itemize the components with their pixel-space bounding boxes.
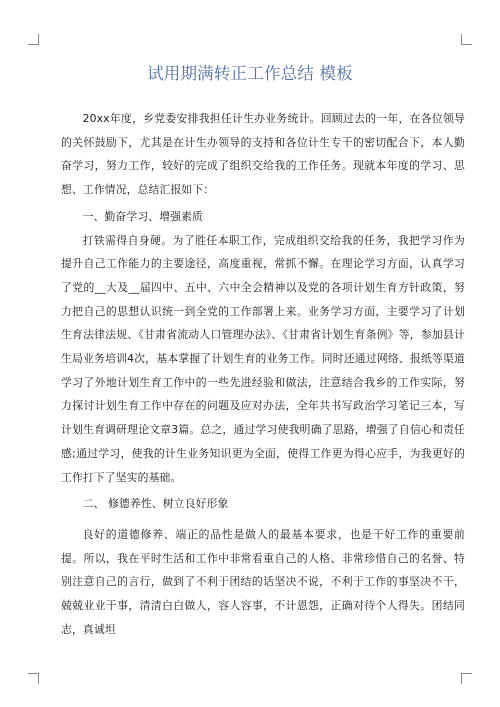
section-heading-study: 一、勤奋学习、增强素质 xyxy=(82,209,204,223)
study-paragraph: 打铁需得自身硬。为了胜任本职工作，完成组织交给我的任务，我把学习作为提升自己工作能力的主要途径，高度重视，常抓不懈。在理论学习方面，认真学习了党的__大及__届四中、五中、六中全会精神以及党的各项计划生育方针政策，努力把自己的思想认识统一到全党的工作部署上来。业务学习方面，主要学习了计划生育法律法规、《甘肃省流动人口管理办法》、《甘肃省计划生育条例》等，参加县计生局业务培训4次，基本掌握了计划生育的业务工作。同时还通过网络、报纸等渠道学习了外地计划生育工作中的一些先进经验和做法，注意结合我乡的工作实际，努力探讨计划生育工作中存在的问题及应对办法，全年共书写政治学习笔记三本，写计划生育调研理论文章3篇。总之，通过学习使我明确了思路，增强了自信心和责任感;通过学习，使我的计生业务知识更为全面，使得工作更为得心应手，为我更好的工作打下了坚实的基础。 xyxy=(61,233,465,484)
document-body xyxy=(61,107,465,641)
crop-mark-top-right xyxy=(461,34,472,45)
crop-mark-bottom-left xyxy=(28,673,39,684)
morality-paragraph: 良好的道德修养、端正的品性是做人的最基本要求，也是干好工作的重要前提。所以，我在平时生活和工作中非常看重自己的人格、非常珍惜自己的名誉、特别注意自己的言行，做到了不利于团结的话坚决不说，不利于工作的事坚决不干，兢兢业业干事，清清白白做人，容人容事，不计恩怨，正确对待个人得失。团结同志，真诚坦 xyxy=(61,527,465,636)
intro-paragraph: 20xx年度，乡党委安排我担任计生办业务统计。回顾过去的一年，在各位领导的关怀鼓励下，尤其是在计生办领导的支持和各位计生专干的密切配合下，本人勤奋学习，努力工作，较好的完成了组织交给我的工作任务。现就本年度的学习、思想、工作情况，总结汇报如下： xyxy=(61,112,465,197)
section-heading-morality: 二、 修德养性、树立良好形象 xyxy=(82,497,229,511)
crop-mark-bottom-right xyxy=(461,673,472,684)
crop-mark-top-left xyxy=(28,34,39,45)
document-title: 试用期满转正工作总结 模板 xyxy=(147,64,353,83)
